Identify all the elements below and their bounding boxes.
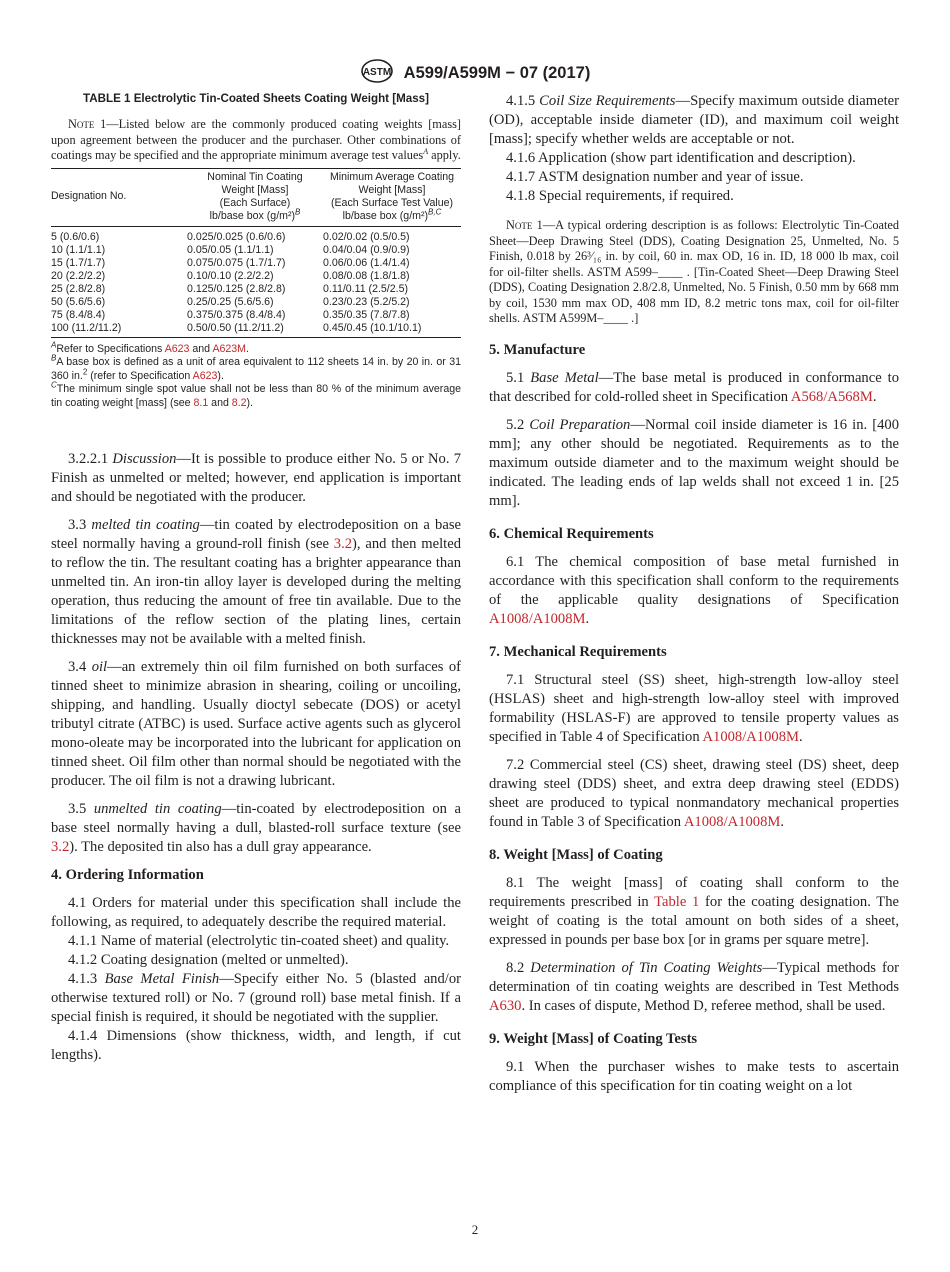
column-header-minimum: Minimum Average Coating Weight [Mass] (Each Surface Test Value) lb/base box $(g/m^2)^{B,C}$ (323, 168, 461, 226)
para-5-1: 5.1 Base Metal—The base metal is produced in conformance to that described for cold-rolled sheet in Specification A568/A568M. (489, 369, 900, 405)
column-header-nominal: Nominal Tin Coating Weight [Mass] (Each Surface) lb/base box $(g/m^2)^B$ (187, 168, 323, 226)
link-a623[interactable]: A623 (192, 369, 218, 382)
para-9-1: 9.1 When the purchaser wishes to make tests to ascertain compliance of this specification for tin coating weight on a lot (489, 1058, 899, 1094)
footnote-a: $^A$Refer to Specifications A623 and A623M. (51, 339, 249, 355)
link-a1008[interactable]: A1008/A1008M (489, 610, 586, 627)
para-4-1-3: 4.1.3 Base Metal Finish—Specify either No. 5 (blasted and/or otherwise textured roll) or No. 7 (ground roll) base metal finish. If a special finish is required, it should be negotiated with the supplier. (51, 971, 461, 1025)
para-4-1: 4.1 Orders for material under this specification shall include the following, as required, to adequately describe the required material. (51, 895, 461, 930)
table-row: 25 (2.8/2.8) 0.125/0.125 (2.8/2.8) 0.11/0.11 (2.5/2.5) (51, 282, 409, 295)
para-3-4: 3.4 oil—an extremely thin oil film furnished on both surfaces of tinned sheet to minimize abrasion in shearing, coiling or uncoiling, shipping, and handling. Usually dioctyl sebecate (DOS) or acetyl tributyl citrate (ATBC) is used. Surface active agents such as glycerol mono-oleate may be incorporated into the lubricant for application on tinned sheet. Oil film other than normal should be negotiated with the producer. The oil film is not a drawing lubricant. (51, 659, 461, 789)
right-column (489, 92, 899, 1096)
table-row: 20 (2.2/2.2) 0.10/0.10 (2.2/2.2) 0.08/0.08 (1.8/1.8) (51, 269, 410, 282)
para-7-2: 7.2 Commercial steel (CS) sheet, drawing steel (DS) sheet, deep drawing steel (DDS) sheet, and extra deep drawing steel (EDDS) sheet are produced to typical nonmandatory mechanical properties found in Table 3 of Specification A1008/A1008M. (489, 756, 899, 830)
table-row: 15 (1.7/1.7) 0.075/0.075 (1.7/1.7) 0.06/0.06 (1.4/1.4) (51, 256, 410, 269)
footnote-b: $^B$A base box is defined as a unit of area equivalent to 112 sheets 14 in. by 20 in. or 31 360 in.$^2$ (refer to Specification A623). (51, 353, 461, 382)
page-header (0, 58, 950, 89)
table-row: 75 (8.4/8.4) 0.375/0.375 (8.4/8.4) 0.35/0.35 (7.8/7.8) (51, 308, 410, 321)
link-3-2[interactable]: 3.2 (333, 536, 353, 552)
link-8-2[interactable]: 8.2 (231, 396, 247, 409)
column-header-designation: Designation No. (51, 168, 187, 226)
table-caption: TABLE 1 Electrolytic Tin-Coated Sheets Coating Weight [Mass] (83, 92, 429, 105)
link-3-2[interactable]: 3.2 (51, 839, 70, 855)
table-note: Note 1—Listed below are the commonly produced coating weights [mass] upon agreement between the producer and the purchaser. Other combinations of coatings may be specified and the appropriate minimum average test values$^A$ apply. (51, 117, 461, 162)
para-4-1-2: 4.1.2 Coating designation (melted or unmelted). (68, 952, 349, 968)
para-3-5: 3.5 unmelted tin coating—tin-coated by electrodeposition on a base steel normally having a dull, blasted-roll surface texture (see 3.2). The deposited tin also has a dull gray appearance. (51, 801, 461, 855)
section-7-heading: 7. Mechanical Requirements (489, 643, 667, 660)
para-4-1-1: 4.1.1 Name of material (electrolytic tin-coated sheet) and quality. (68, 933, 450, 949)
para-3-3: 3.3 melted tin coating—tin coated by electrodeposition on a base steel normally having a ground-roll finish (see 3.2), and then melted to reflow the tin. The resultant coating has a brighter appearance than unmelted tin. An iron-tin alloy layer is developed during the melting operation, thus reducing the amount of free tin available. Due to the limitations of the reflow section of the plating lines, certain thicknesses may not be available with a melted finish. (51, 517, 461, 647)
table-row: 100 (11.2/11.2) 0.50/0.50 (11.2/11.2) 0.45/0.45 (10.1/10.1) (51, 322, 461, 338)
link-a623m[interactable]: A623M (212, 342, 247, 355)
para-4-1-5: 4.1.5 Coil Size Requirements—Specify maximum outside diameter (OD), acceptable inside diameter (ID), and maximum coil weight [mass]; specify whether welds are acceptable or not. (489, 93, 899, 147)
table-row: 10 (1.1/1.1) 0.05/0.05 (1.1/1.1) 0.04/0.04 (0.9/0.9) (51, 243, 410, 256)
para-7-1: 7.1 Structural steel (SS) sheet, high-strength low-alloy steel (HSLAS) sheet and high-strength low-alloy steel with improved formability (HSLAS-F) are approved to tensile property values as specified in Table 4 of Specification A1008/A1008M. (489, 671, 899, 745)
section-4-heading: 4. Ordering Information (51, 867, 204, 883)
para-4-1-8: 4.1.8 Special requirements, if required. (506, 188, 734, 204)
link-a630[interactable]: A630 (489, 997, 522, 1014)
link-a568[interactable]: A568/A568M (790, 388, 873, 405)
left-column (51, 92, 461, 1065)
section-9-heading: 9. Weight [Mass] of Coating Tests (489, 1030, 698, 1047)
link-a1008[interactable]: A1008/A1008M (702, 728, 799, 745)
footnote-c: $^C$The minimum single spot value shall not be less than 80 % of the minimum average tin coating weight [mass] (see 8.1 and 8.2). (51, 380, 461, 409)
standard-designation: A599/A599M − 07 (2017) (403, 64, 591, 82)
coating-weight-table (51, 168, 461, 338)
para-8-1: 8.1 The weight [mass] of coating shall conform to the requirements prescribed in Table 1 for the coating designation. The weight of coating is the total amount on both sides of a sheet, expressed in pounds per base box [or in grams per square metre]. (489, 874, 899, 948)
para-4-1-6: 4.1.6 Application (show part identification and description). (506, 150, 856, 166)
link-table-1[interactable]: Table 1 (654, 893, 700, 910)
section-6-heading: 6. Chemical Requirements (489, 525, 654, 542)
ordering-note: Note 1—A typical ordering description is as follows: Electrolytic Tin-Coated Sheet—Deep Drawing Steel (DDS), Coating Designation 25, Unmelted, No. 5 Finish, 0.018 by 26³⁄₁₆ in. by coil, 60 in. max OD, 16 in. ID, 18 000 lb max, coil for oil-filter shells. ASTM A599–____ . [Tin-Coated Sheet—Deep Drawing Steel (DDS), Coating Designation 2.8/2.8, Unmelted, No. 5 Finish, 0.50 mm by 668 mm by coil, 1530 mm max OD, 408 mm ID, 8.2 metric tons max, coil for oil-filter shells. ASTM A599M–____ .] (489, 218, 900, 325)
link-a623[interactable]: A623 (164, 342, 190, 355)
para-6-1: 6.1 The chemical composition of base metal furnished in accordance with this specification shall conform to the requirements of the applicable quality designations of Specification A1008/A1008M. (489, 553, 899, 627)
astm-logo-icon (360, 58, 394, 89)
para-4-1-4: 4.1.4 Dimensions (show thickness, width, and length, if cut lengths). (51, 1028, 461, 1063)
page-number: 2 (471, 1222, 479, 1237)
section-8-heading: 8. Weight [Mass] of Coating (489, 846, 663, 863)
para-8-2: 8.2 Determination of Tin Coating Weights—Typical methods for determination of tin coating weights are described in Test Methods A630. In cases of dispute, Method D, referee method, shall be used. (489, 959, 900, 1014)
table-footnotes (51, 339, 461, 411)
link-a1008[interactable]: A1008/A1008M (683, 813, 781, 830)
svg-text:ASTM: ASTM (362, 67, 391, 78)
para-3-2-2-1: 3.2.2.1 Discussion—It is possible to produce either No. 5 or No. 7 Finish as unmelted or melted; however, end application is important and should be negotiated with the producer. (51, 451, 462, 505)
para-4-1-7: 4.1.7 ASTM designation number and year of issue. (506, 169, 804, 185)
section-5-heading: 5. Manufacture (489, 341, 586, 358)
para-5-2: 5.2 Coil Preparation—Normal coil inside diameter is 16 in. [400 mm]; any other should be negotiated. Requirements as to the maximum outside diameter and to the maximum weight should be indicated. The leading ends of lap welds shall not exceed 1 in. [25 mm]. (489, 416, 899, 509)
table-row: 5 (0.6/0.6) 0.025/0.025 (0.6/0.6) 0.02/0.02 (0.5/0.5) (51, 230, 410, 243)
table-row: 50 (5.6/5.6) 0.25/0.25 (5.6/5.6) 0.23/0.23 (5.2/5.2) (51, 295, 410, 308)
link-8-1[interactable]: 8.1 (193, 396, 209, 409)
